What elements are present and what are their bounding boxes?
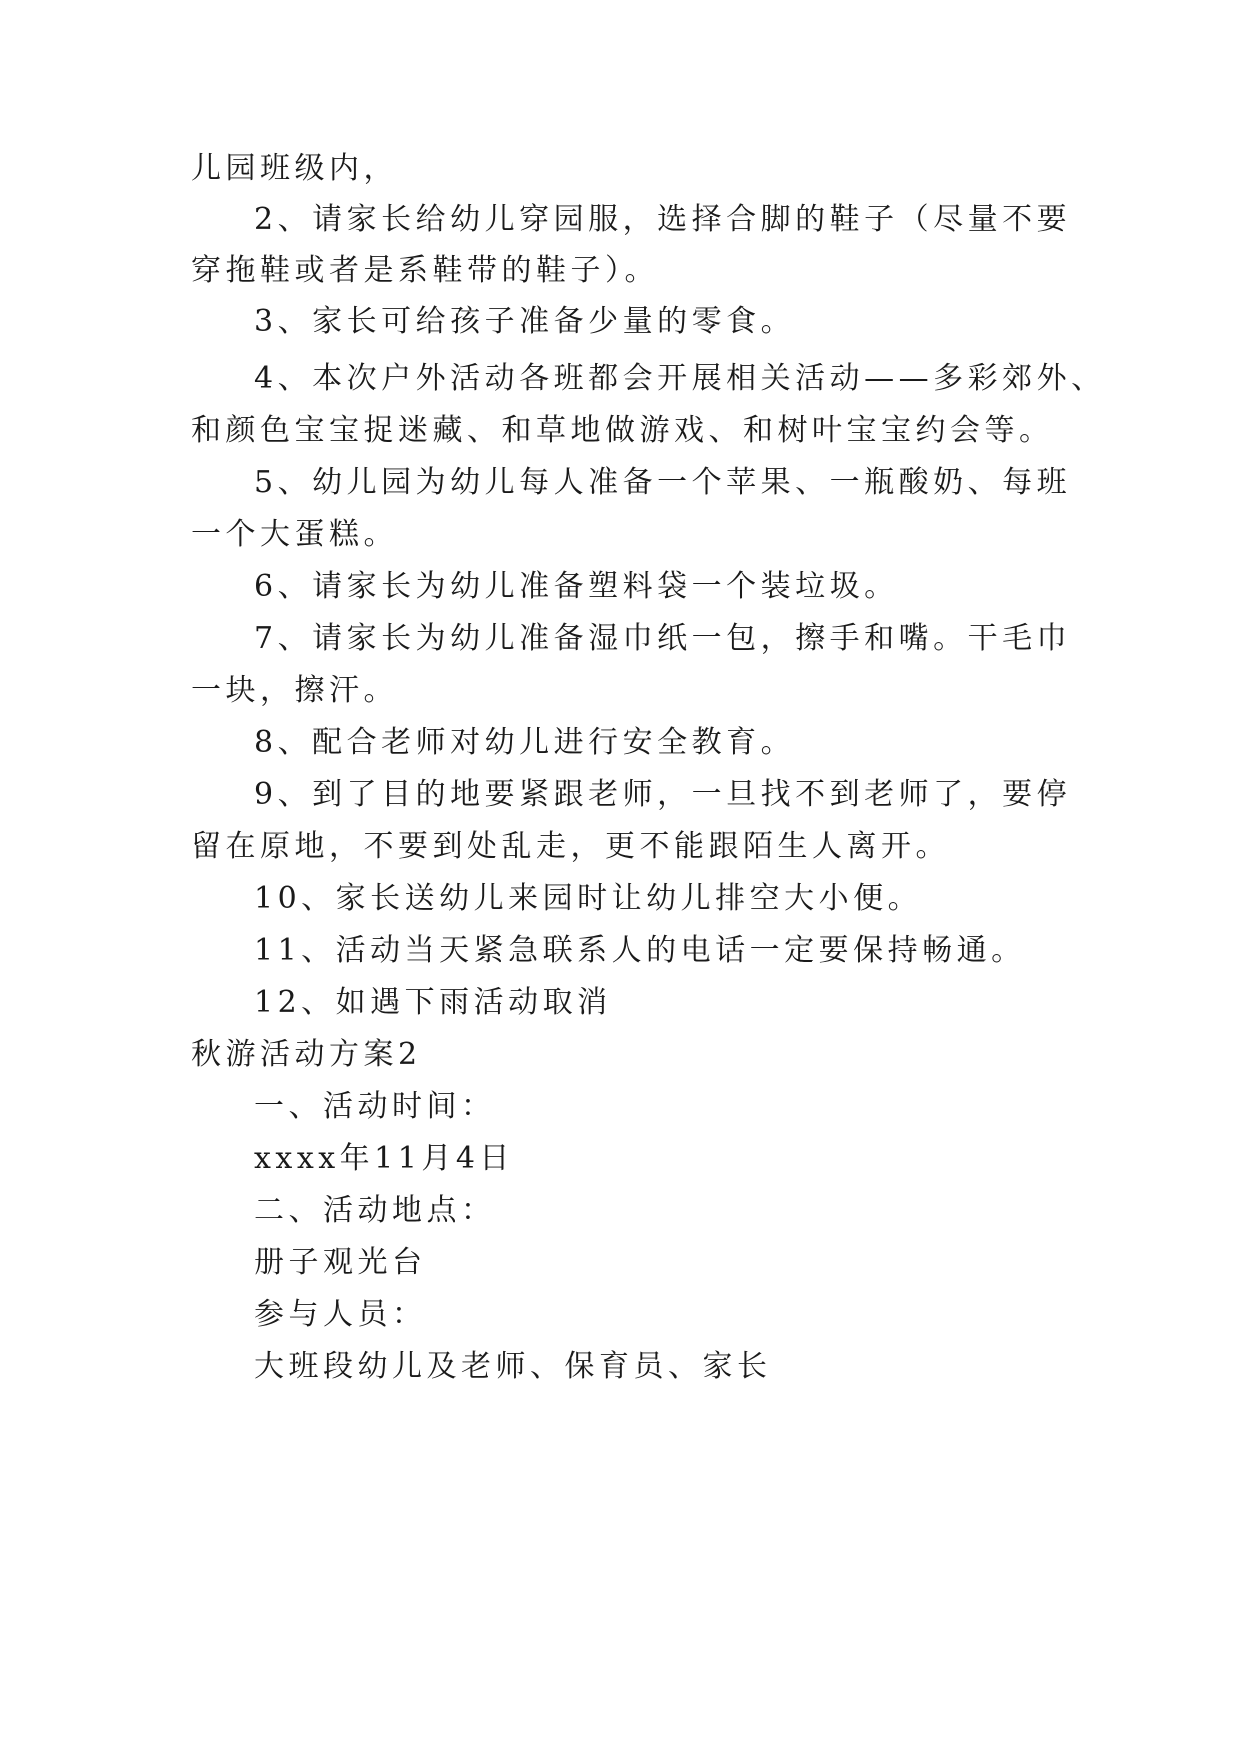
list-item-3: 3、家长可给孩子准备少量的零食。 (254, 304, 796, 339)
section-heading: 二、活动地点： (254, 1193, 496, 1228)
text-line: 儿园班级内， (191, 151, 398, 186)
list-item-7: 7、请家长为幼儿准备湿巾纸一包，擦手和嘴。干毛巾 (254, 621, 1072, 656)
activity-date: xxxx年11月4日 (254, 1141, 514, 1176)
list-item-2: 2、请家长给幼儿穿园服，选择合脚的鞋子（尽量不要 (254, 202, 1072, 237)
section-title: 秋游活动方案2 (191, 1037, 422, 1072)
section-heading: 一、活动时间： (254, 1089, 496, 1124)
list-item-10: 10、家长送幼儿来园时让幼儿排空大小便。 (254, 881, 923, 916)
text-line: 一个大蛋糕。 (191, 517, 398, 552)
list-item-5: 5、幼儿园为幼儿每人准备一个苹果、一瓶酸奶、每班 (254, 465, 1072, 500)
list-item-8: 8、配合老师对幼儿进行安全教育。 (254, 725, 796, 760)
text-line: 留在原地，不要到处乱走，更不能跟陌生人离开。 (191, 829, 950, 864)
list-item-6: 6、请家长为幼儿准备塑料袋一个装垃圾。 (254, 569, 899, 604)
list-item-4: 4、本次户外活动各班都会开展相关活动——多彩郊外、 (254, 361, 1106, 396)
list-item-9: 9、到了目的地要紧跟老师，一旦找不到老师了，要停 (254, 777, 1072, 812)
text-line: 一块，擦汗。 (191, 673, 398, 708)
section-heading: 参与人员： (254, 1297, 427, 1332)
participants: 大班段幼儿及老师、保育员、家长 (254, 1349, 772, 1384)
text-line: 穿拖鞋或者是系鞋带的鞋子）。 (191, 253, 659, 288)
list-item-12: 12、如遇下雨活动取消 (254, 985, 612, 1020)
activity-location: 册子观光台 (254, 1245, 427, 1280)
list-item-11: 11、活动当天紧急联系人的电话一定要保持畅通。 (254, 933, 1026, 968)
text-line: 和颜色宝宝捉迷藏、和草地做游戏、和树叶宝宝约会等。 (191, 413, 1054, 448)
